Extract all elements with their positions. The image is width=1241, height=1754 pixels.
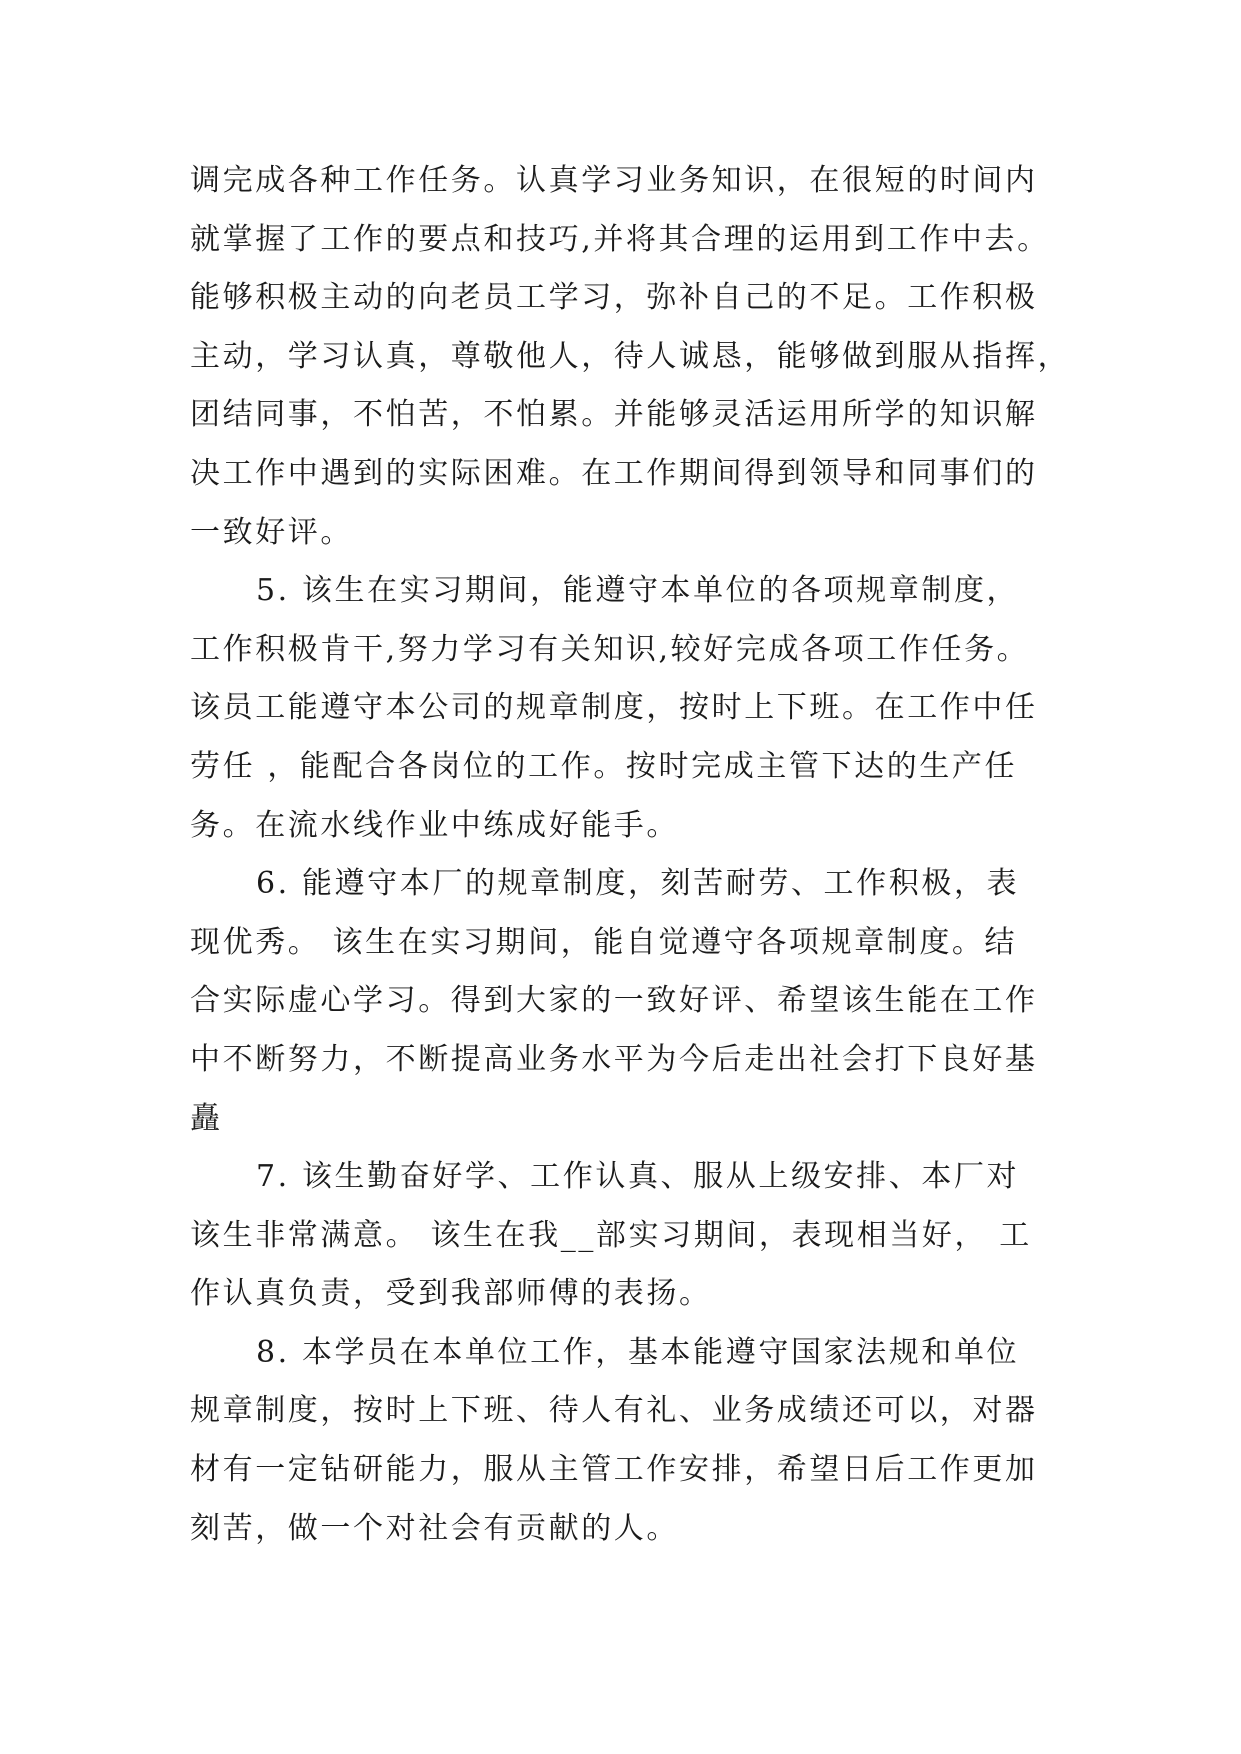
text-line: 该员工能遵守本公司的规章制度，按时上下班。在工作中任 <box>190 690 1038 726</box>
paragraph-8-first-line: 8. 本学员在本单位工作，基本能遵守国家法规和单位 <box>256 1334 1020 1370</box>
text-line: 决工作中遇到的实际困难。在工作期间得到领导和同事们的 <box>190 455 1038 491</box>
text-line: 刻苦，做一个对社会有贡献的人。 <box>190 1510 679 1546</box>
text-line: 现优秀。 该生在实习期间，能自觉遵守各项规章制度。结 <box>190 924 1018 960</box>
text-line: 团结同事，不怕苦，不怕累。并能够灵活运用所学的知识解 <box>190 397 1038 433</box>
text-line: 材有一定钻研能力，服从主管工作安排，希望日后工作更加 <box>190 1452 1038 1488</box>
text-line: 就掌握了工作的要点和技巧,并将其合理的运用到工作中去。 <box>190 221 1050 257</box>
text-line: 该生非常满意。 该生在我__部实习期间，表现相当好， 工 <box>190 1217 1032 1253</box>
text-line: 主动，学习认真，尊敬他人，待人诚恳，能够做到服从指挥， <box>190 338 1071 374</box>
paragraph-6-first-line: 6. 能遵守本厂的规章制度，刻苦耐劳、工作积极，表 <box>256 866 1020 902</box>
text-line: 作认真负责，受到我部师傅的表扬。 <box>190 1276 712 1312</box>
paragraph-5-first-line: 5. 该生在实习期间，能遵守本单位的各项规章制度， <box>256 573 1020 609</box>
text-line: 劳任 ，能配合各岗位的工作。按时完成主管下达的生产任 <box>190 748 1018 784</box>
paragraph-7-first-line: 7. 该生勤奋好学、工作认真、服从上级安排、本厂对 <box>256 1159 1020 1195</box>
text-line: 工作积极肯干,努力学习有关知识,较好完成各项工作任务。 <box>190 631 1030 667</box>
document-body <box>190 162 1090 1568</box>
text-line: 一致好评。 <box>190 514 353 550</box>
text-line: 矗 <box>190 1100 223 1136</box>
text-line: 务。在流水线作业中练成好能手。 <box>190 807 679 843</box>
text-line: 中不断努力，不断提高业务水平为今后走出社会打下良好基 <box>190 1041 1038 1077</box>
text-line: 调完成各种工作任务。认真学习业务知识，在很短的时间内 <box>190 163 1038 198</box>
text-line: 合实际虚心学习。得到大家的一致好评、希望该生能在工作 <box>190 983 1038 1019</box>
text-line: 能够积极主动的向老员工学习，弥补自己的不足。工作积极 <box>190 280 1038 316</box>
text-line: 规章制度，按时上下班、待人有礼、业务成绩还可以，对器 <box>190 1393 1038 1429</box>
